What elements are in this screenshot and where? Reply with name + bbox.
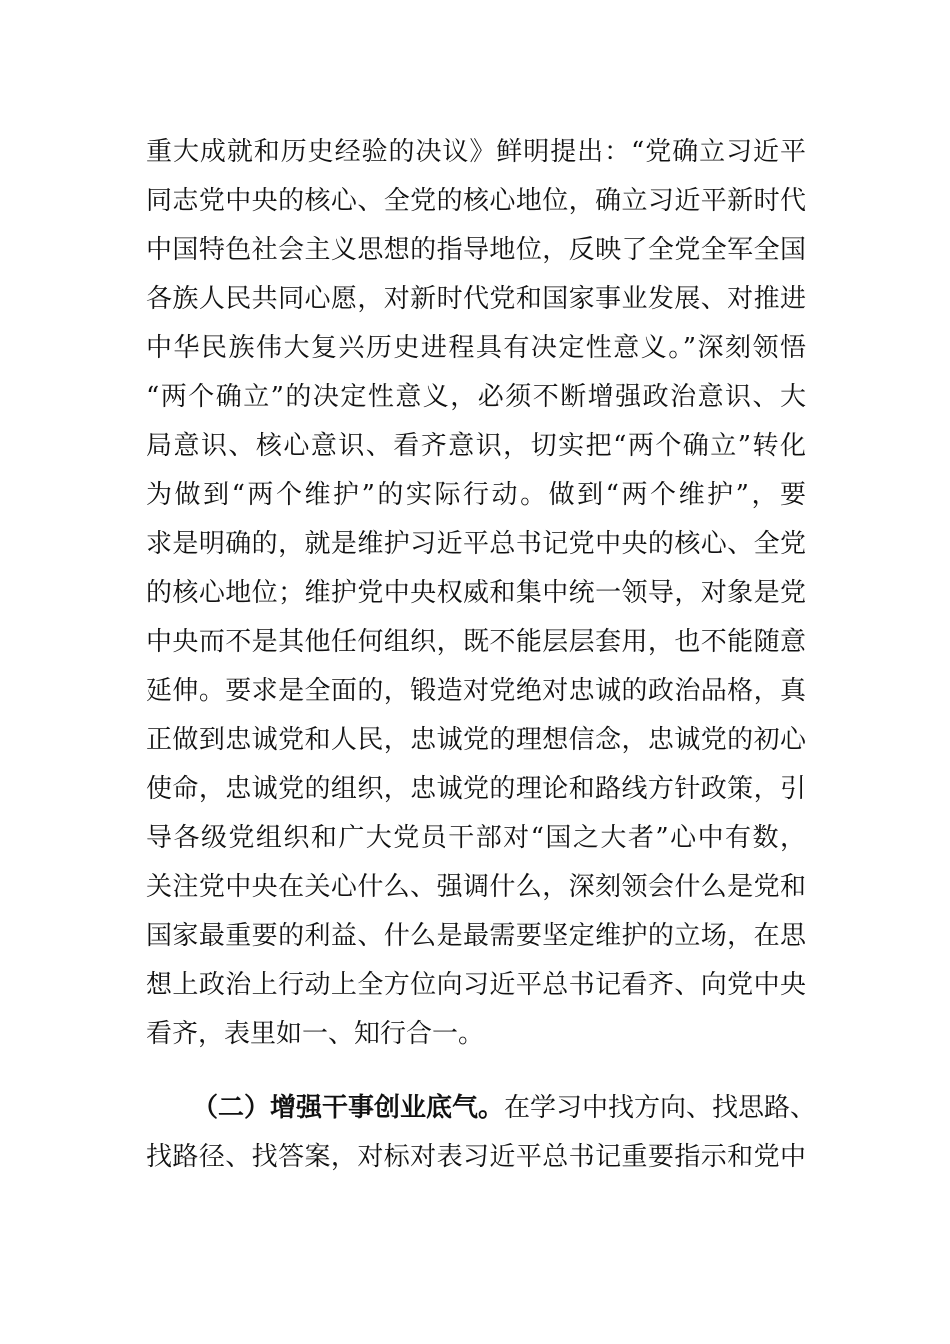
paragraph-line: 重大成就和历史经验的决议》鲜明提出：“党确立习近平	[146, 137, 806, 167]
paragraph-line: 的核心地位；维护党中央权威和集中统一领导，对象是党	[146, 578, 806, 608]
paragraph-line: 正做到忠诚党和人民，忠诚党的理想信念，忠诚党的初心	[146, 725, 806, 755]
paragraph-line: 国家最重要的利益、什么是最需要坚定维护的立场，在思	[146, 921, 806, 951]
paragraph-line: 中华民族伟大复兴历史进程具有决定性意义。”深刻领悟	[146, 333, 806, 363]
paragraph-line: 使命，忠诚党的组织，忠诚党的理论和路线方针政策，引	[146, 774, 806, 804]
paragraph-line: 局意识、核心意识、看齐意识，切实把“两个确立”转化	[146, 431, 806, 461]
paragraph-line: “两个确立”的决定性意义，必须不断增强政治意识、大	[146, 382, 806, 412]
section-heading-line	[192, 1088, 817, 1128]
paragraph-line: 找路径、找答案，对标对表习近平总书记重要指示和党中	[146, 1142, 806, 1172]
paragraph-line: 中央而不是其他任何组织，既不能层层套用，也不能随意	[146, 627, 806, 657]
paragraph-line: 同志党中央的核心、全党的核心地位，确立习近平新时代	[146, 186, 806, 216]
paragraph-line: 关注党中央在关心什么、强调什么，深刻领会什么是党和	[146, 872, 806, 902]
paragraph-line: 求是明确的，就是维护习近平总书记党中央的核心、全党	[146, 529, 806, 559]
section-heading: （二）增强干事创业底气。	[192, 1093, 505, 1123]
paragraph-line: 看齐，表里如一、知行合一。	[146, 1019, 485, 1049]
paragraph-line: 中国特色社会主义思想的指导地位，反映了全党全军全国	[146, 235, 806, 265]
paragraph-line: 导各级党组织和广大党员干部对“国之大者”心中有数，	[146, 823, 806, 853]
section-text: 在学习中找方向、找思路、	[504, 1093, 817, 1123]
paragraph-line: 想上政治上行动上全方位向习近平总书记看齐、向党中央	[146, 970, 806, 1000]
paragraph-line: 各族人民共同心愿，对新时代党和国家事业发展、对推进	[146, 284, 806, 314]
paragraph-line: 为做到“两个维护”的实际行动。做到“两个维护”，要	[146, 480, 806, 510]
paragraph-line: 延伸。要求是全面的，锻造对党绝对忠诚的政治品格，真	[146, 676, 806, 706]
